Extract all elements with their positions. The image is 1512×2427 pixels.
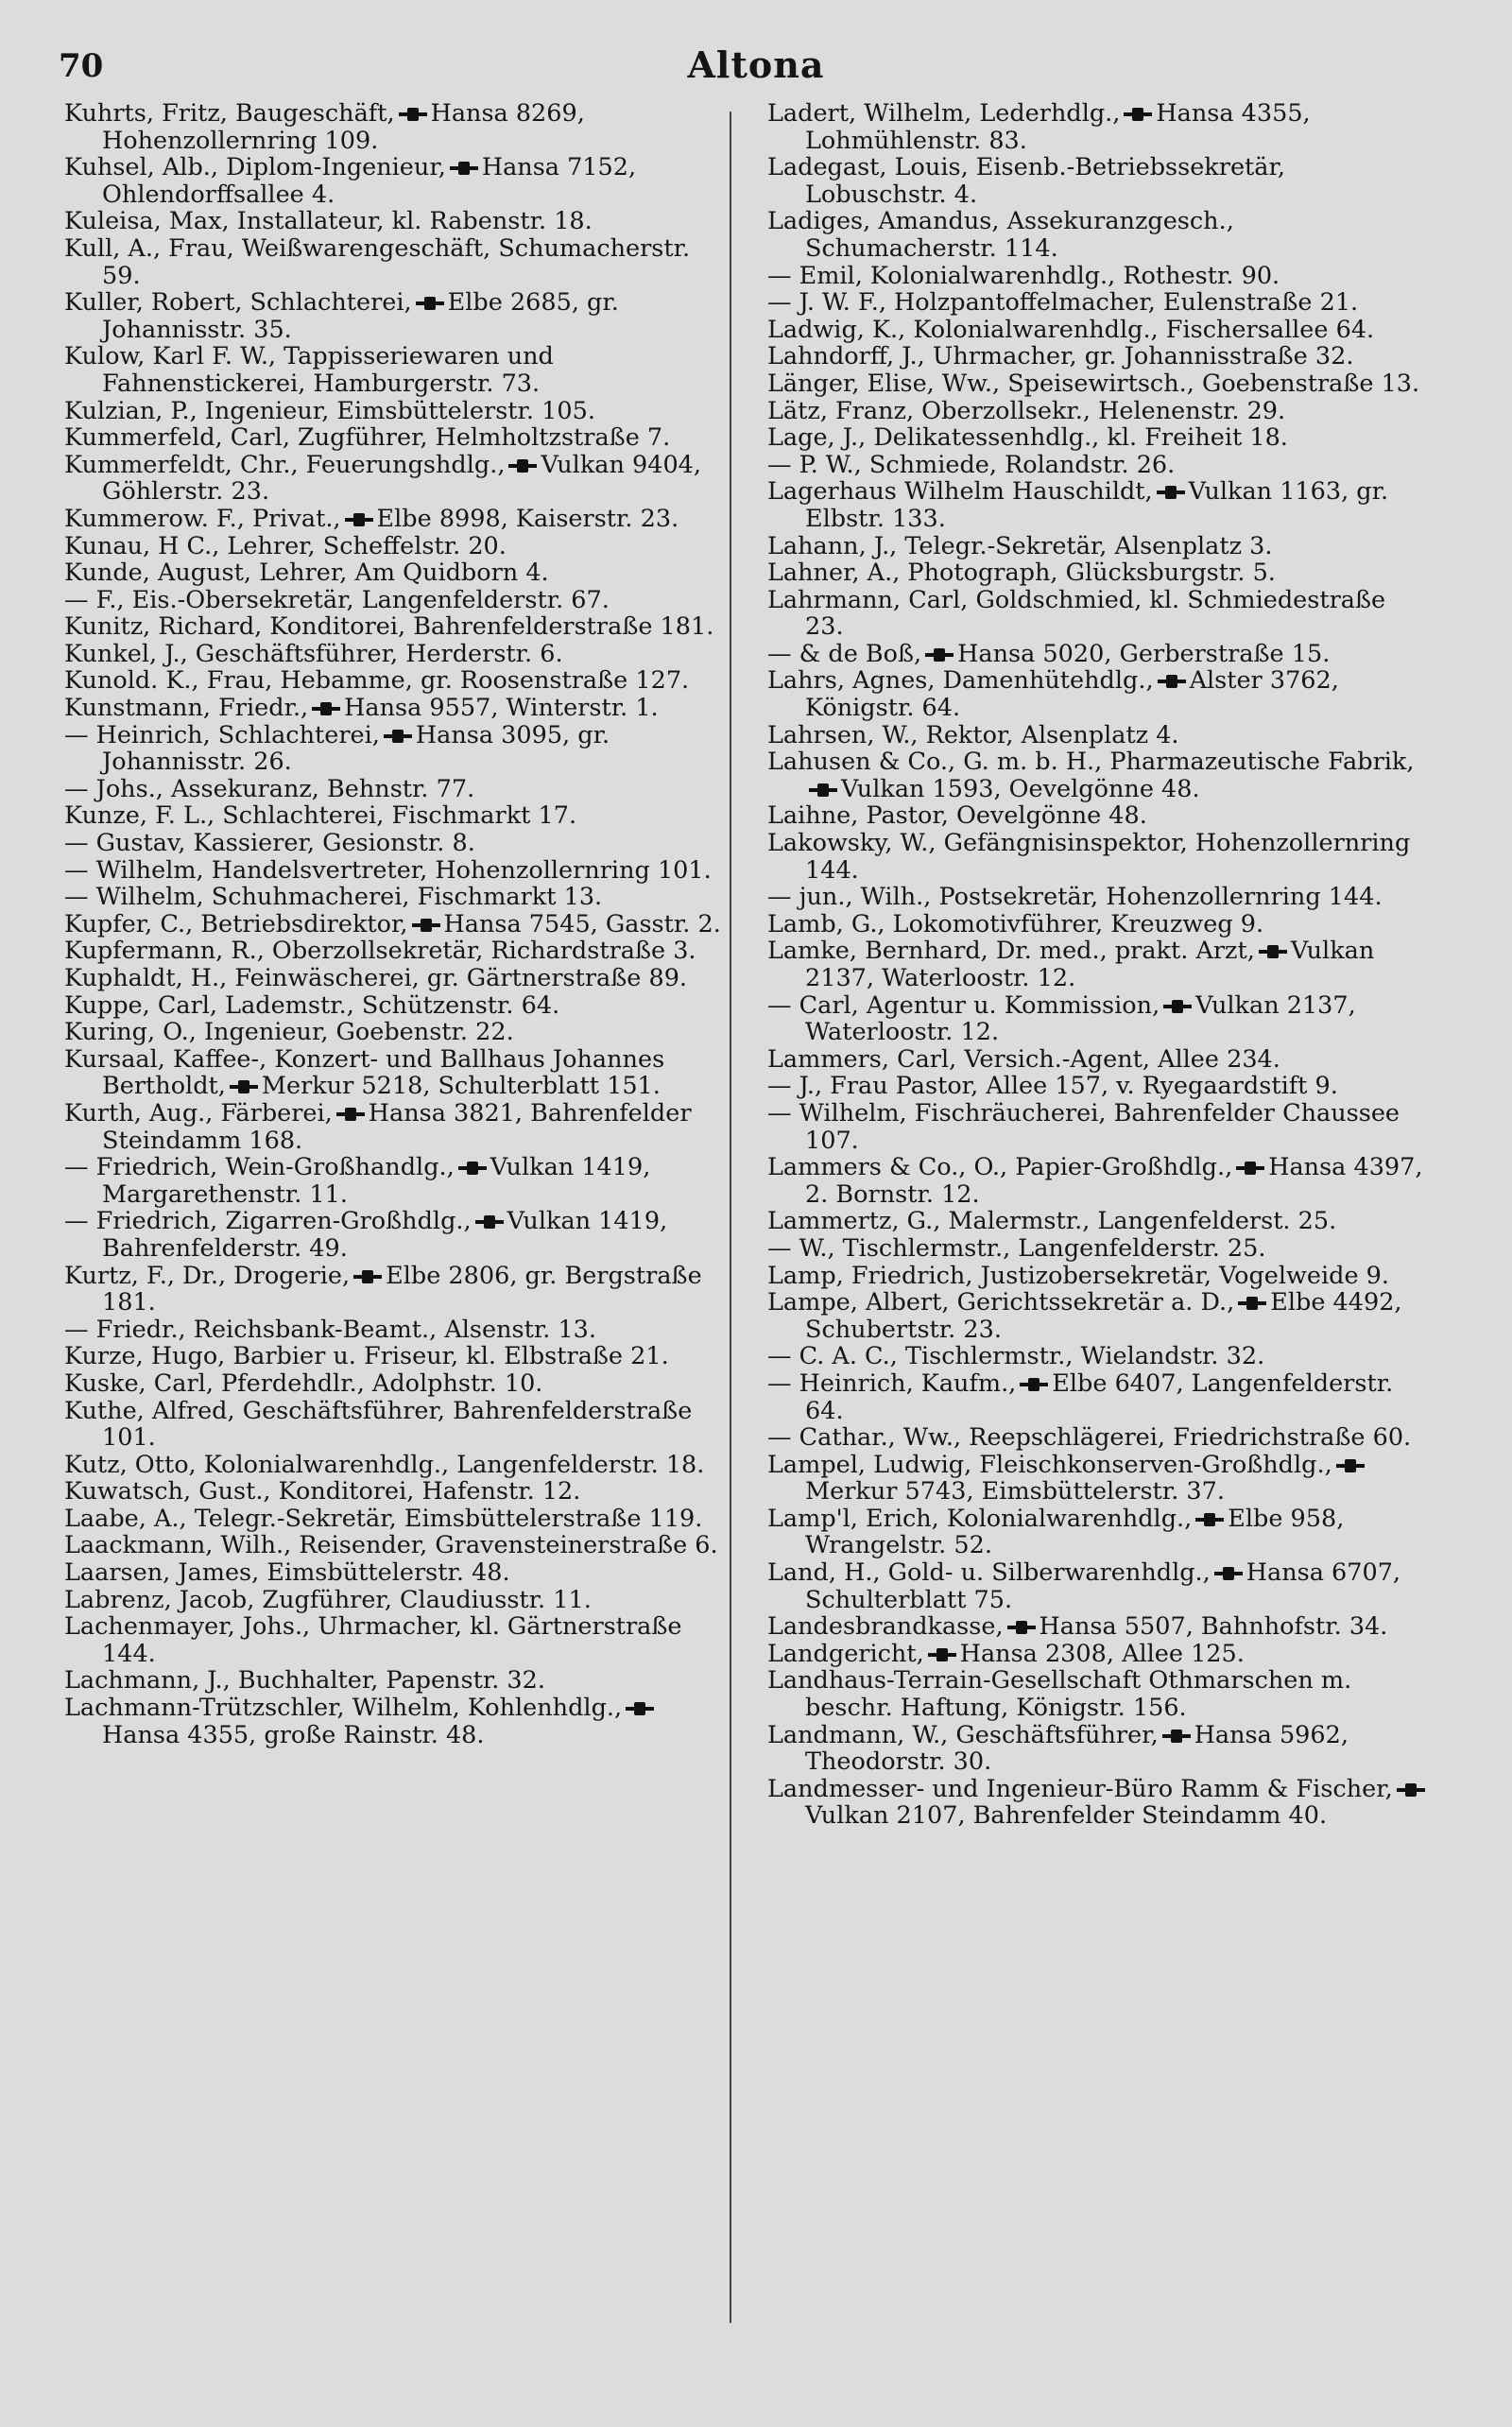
directory-entry — [767, 884, 1429, 911]
entry-phone-address: Hansa 3821, Bahrenfelder Steindamm 168. — [102, 1098, 692, 1155]
entry-text: Kummerfeld, Carl, Zugführer, Helmholtzstraße 7. — [64, 423, 671, 453]
entry-text: Lahrs, Agnes, Damenhütehdlg., — [767, 666, 1154, 696]
telephone-icon — [1163, 1000, 1192, 1013]
telephone-icon — [1124, 108, 1152, 121]
entry-text: Ladwig, K., Kolonialwarenhdlg., Fischersallee 64. — [767, 315, 1375, 344]
directory-entry — [767, 1208, 1429, 1235]
entry-text: — J. W. F., Holzpantoffelmacher, Eulenstraße 21. — [767, 288, 1359, 318]
entry-text: — C. A. C., Tischlermstr., Wielandstr. 32. — [767, 1342, 1265, 1371]
directory-entry — [767, 208, 1429, 262]
entry-text: Kunkel, J., Geschäftsführer, Herderstr. 6. — [64, 639, 563, 668]
entry-phone-address: Elbe 8998, Kaiserstr. 23. — [376, 504, 679, 533]
entry-text: Kulow, Karl F. W., Tappisseriewaren und Fahnenstickerei, Hamburgerstr. 73. — [64, 342, 554, 398]
entry-text: Kuhsel, Alb., Diplom-Ingenieur, — [64, 153, 446, 182]
directory-entry — [767, 802, 1429, 830]
page-number: 70 — [59, 47, 104, 85]
telephone-icon — [1336, 1459, 1365, 1472]
telephone-icon — [336, 1108, 365, 1121]
directory-entry — [767, 667, 1429, 721]
entry-phone-address: Hansa 4397, 2. Bornstr. 12. — [805, 1153, 1423, 1209]
page-header — [57, 42, 1455, 98]
entry-text: Laihne, Pastor, Oevelgönne 48. — [767, 801, 1147, 831]
directory-entry — [64, 830, 726, 857]
directory-entry — [767, 1263, 1429, 1290]
directory-entry — [767, 1154, 1429, 1208]
entry-text: Lachmann-Trützschler, Wilhelm, Kohlenhdlg., — [64, 1694, 623, 1723]
entry-text: — Wilhelm, Schuhmacherei, Fischmarkt 13. — [64, 883, 603, 912]
entry-text: — Friedrich, Zigarren-Großhdlg., — [64, 1207, 472, 1236]
directory-entry — [767, 317, 1429, 344]
directory-entry — [64, 452, 726, 506]
entry-phone-address: Hansa 7545, Gasstr. 2. — [443, 909, 721, 938]
directory-entry — [64, 1263, 726, 1317]
entry-text: Kurth, Aug., Färberei, — [64, 1098, 333, 1127]
entry-text: Lammers & Co., O., Papier-Großhdlg., — [767, 1153, 1233, 1182]
entry-text: Kuhrts, Fritz, Baugeschäft, — [64, 99, 395, 128]
telephone-icon — [230, 1080, 258, 1093]
directory-entry — [64, 1100, 726, 1154]
directory-entry — [64, 695, 726, 722]
entry-text: Lagerhaus Wilhelm Hauschildt, — [767, 477, 1153, 507]
telephone-icon — [1259, 945, 1287, 958]
entry-text: Lamb, G., Lokomotivführer, Kreuzweg 9. — [767, 909, 1264, 938]
telephone-icon — [416, 297, 444, 310]
entry-text: Landgericht, — [767, 1639, 924, 1668]
directory-entry — [767, 1235, 1429, 1263]
directory-entry — [767, 587, 1429, 641]
entry-phone-address: Hansa 5507, Bahnhofstr. 34. — [1039, 1612, 1388, 1642]
directory-entry — [767, 1722, 1429, 1776]
entry-phone-address: Vulkan 2107, Bahrenfelder Steindamm 40. — [805, 1801, 1328, 1831]
entry-text: Kuphaldt, H., Feinwäscherei, gr. Gärtnerstraße 89. — [64, 964, 688, 992]
entry-text: Kuleisa, Max, Installateur, kl. Rabenstr. 18. — [64, 207, 593, 236]
entry-text: Landesbrandkasse, — [767, 1612, 1004, 1642]
directory-entry — [767, 1343, 1429, 1370]
entry-text: Landmann, W., Geschäftsführer, — [767, 1720, 1159, 1749]
entry-text: — Cathar., Ww., Reepschlägerei, Friedrichstraße 60. — [767, 1423, 1412, 1453]
directory-entry — [64, 1532, 726, 1559]
directory-entry — [767, 641, 1429, 668]
entry-text: Lahner, A., Photograph, Glücksburgstr. 5. — [767, 559, 1276, 588]
telephone-icon — [1214, 1567, 1243, 1580]
directory-entry — [64, 587, 726, 614]
entry-phone-address: Vulkan 1419, Margarethenstr. 11. — [102, 1153, 651, 1209]
directory-entry — [64, 1452, 726, 1479]
entry-phone-address: Elbe 958, Wrangelstr. 52. — [805, 1504, 1345, 1560]
entry-text: — F., Eis.-Obersekretär, Langenfelderstr. 67. — [64, 585, 610, 614]
entry-text: — & de Boß, — [767, 639, 922, 668]
entry-phone-address: Vulkan 9404, Göhlerstr. 23. — [102, 450, 702, 507]
entry-text: Kutz, Otto, Kolonialwarenhdlg., Langenfelderstr. 18. — [64, 1450, 705, 1479]
entry-text: Kupfer, C., Betriebsdirektor, — [64, 909, 408, 938]
entry-phone-address: Hansa 5020, Gerberstraße 15. — [957, 639, 1331, 668]
directory-entry — [767, 559, 1429, 587]
directory-entry — [767, 289, 1429, 317]
entry-text: Kunau, H C., Lehrer, Scheffelstr. 20. — [64, 531, 507, 560]
directory-entry — [64, 884, 726, 911]
entry-phone-address: Vulkan 1419, Bahrenfelderstr. 49. — [102, 1207, 668, 1263]
directory-entry — [64, 100, 726, 154]
telephone-icon — [384, 730, 412, 743]
entry-phone-address: Vulkan 1593, Oevelgönne 48. — [841, 774, 1200, 803]
entry-text: Lahusen & Co., G. m. b. H., Pharmazeutische Fabrik, — [767, 748, 1415, 777]
directory-entry — [64, 911, 726, 938]
entry-text: Kunitz, Richard, Konditorei, Bahrenfelderstraße 181. — [64, 612, 714, 642]
entry-text: — Carl, Agentur u. Kommission, — [767, 990, 1160, 1020]
entry-text: Lahann, J., Telegr.-Sekretär, Alsenplatz 3. — [767, 531, 1273, 560]
directory-entry — [64, 1019, 726, 1046]
directory-entry — [64, 1343, 726, 1370]
entry-text: Lahrmann, Carl, Goldschmied, kl. Schmiedestraße 23. — [767, 585, 1386, 642]
entry-text: Kuppe, Carl, Lademstr., Schützenstr. 64. — [64, 990, 560, 1020]
directory-entry — [64, 533, 726, 560]
entry-text: — P. W., Schmiede, Rolandstr. 26. — [767, 450, 1176, 479]
directory-entry — [64, 343, 726, 397]
telephone-icon — [412, 919, 440, 932]
entry-phone-address: Vulkan 2137, Waterloostr. 12. — [805, 990, 1356, 1047]
entry-phone-address: Elbe 2806, gr. Bergstraße 181. — [102, 1261, 702, 1317]
directory-entry — [767, 370, 1429, 398]
entry-text: Kunze, F. L., Schlachterei, Fischmarkt 17. — [64, 801, 577, 831]
directory-entry — [64, 1154, 726, 1208]
telephone-icon — [1158, 675, 1186, 688]
entry-text: Lachenmayer, Johs., Uhrmacher, kl. Gärtnerstraße 144. — [64, 1612, 682, 1668]
directory-entry — [64, 154, 726, 208]
telephone-icon — [450, 162, 478, 175]
directory-entry — [767, 1073, 1429, 1100]
entry-text: Labrenz, Jacob, Zugführer, Claudiusstr. 11. — [64, 1585, 592, 1614]
entry-text: Kummerow. F., Privat., — [64, 504, 341, 533]
telephone-icon — [626, 1702, 654, 1715]
entry-text: — jun., Wilh., Postsekretär, Hohenzollernring 144. — [767, 883, 1383, 912]
directory-entry — [64, 992, 726, 1020]
telephone-icon — [1195, 1513, 1224, 1526]
entry-text: Lamp, Friedrich, Justizobersekretär, Vogelweide 9. — [767, 1261, 1389, 1290]
entry-text: Ladiges, Amandus, Assekuranzgesch., Schumacherstr. 114. — [767, 207, 1234, 263]
directory-entry — [767, 1667, 1429, 1721]
directory-entry — [64, 1398, 726, 1452]
entry-phone-address: Merkur 5743, Eimsbüttelerstr. 37. — [805, 1477, 1225, 1506]
directory-entry — [64, 857, 726, 885]
entry-text: — Heinrich, Kaufm., — [767, 1368, 1017, 1398]
directory-entry — [767, 533, 1429, 560]
entry-text: — Gustav, Kassierer, Gesionstr. 8. — [64, 829, 475, 858]
directory-entry — [64, 1695, 726, 1748]
entry-text: Laarsen, James, Eimsbüttelerstr. 48. — [64, 1558, 510, 1588]
entry-text: Kurtz, F., Dr., Drogerie, — [64, 1261, 351, 1290]
directory-entry — [64, 398, 726, 425]
entry-text: — Emil, Kolonialwarenhdlg., Rothestr. 90. — [767, 261, 1280, 290]
directory-entry — [64, 208, 726, 235]
entry-phone-address: Alster 3762, Königstr. 64. — [805, 666, 1339, 723]
directory-entry — [767, 263, 1429, 290]
directory-entry — [64, 506, 726, 533]
entry-text: Lahndorff, J., Uhrmacher, gr. Johannisstraße 32. — [767, 342, 1354, 371]
running-title: Altona — [687, 43, 825, 86]
right-column — [767, 100, 1429, 1830]
directory-entry — [767, 938, 1429, 991]
entry-text: Kuring, O., Ingenieur, Goebenstr. 22. — [64, 1018, 514, 1047]
entry-text: Lampe, Albert, Gerichtssekretär a. D., — [767, 1288, 1235, 1317]
telephone-icon — [399, 108, 427, 121]
entry-text: Lakowsky, W., Gefängnisinspektor, Hohenzollernring 144. — [767, 829, 1411, 885]
directory-entry — [767, 1641, 1429, 1668]
directory-entry — [64, 289, 726, 343]
directory-entry — [64, 802, 726, 830]
entry-phone-address: Hansa 4355, große Rainstr. 48. — [102, 1720, 485, 1749]
directory-entry — [64, 1506, 726, 1533]
directory-entry — [64, 965, 726, 992]
telephone-icon — [458, 1162, 487, 1175]
entry-text: Kulzian, P., Ingenieur, Eimsbüttelerstr. 105. — [64, 396, 595, 425]
entry-text: Kunstmann, Friedr., — [64, 694, 309, 723]
entry-phone-address: Hansa 7152, Ohlendorffsallee 4. — [102, 153, 637, 209]
entry-text: Kull, A., Frau, Weißwarengeschäft, Schumacherstr. 59. — [64, 233, 691, 290]
directory-entry — [767, 1289, 1429, 1343]
telephone-icon — [1236, 1162, 1264, 1175]
directory-entry — [64, 1559, 726, 1587]
telephone-icon — [345, 513, 373, 526]
directory-entry — [767, 398, 1429, 425]
directory-entry — [767, 1046, 1429, 1074]
telephone-icon — [925, 648, 954, 662]
telephone-icon — [1238, 1297, 1266, 1310]
entry-phone-address: Merkur 5218, Schulterblatt 151. — [261, 1072, 661, 1101]
directory-entry — [64, 559, 726, 587]
directory-entry — [767, 1613, 1429, 1641]
entry-text: Ladert, Wilhelm, Lederhdlg., — [767, 99, 1121, 128]
entry-phone-address: Elbe 6407, Langenfelderstr. 64. — [805, 1368, 1394, 1425]
directory-entry — [64, 1478, 726, 1506]
entry-text: Kuwatsch, Gust., Konditorei, Hafenstr. 12. — [64, 1477, 581, 1506]
telephone-icon — [1162, 1730, 1191, 1743]
entry-text: Lage, J., Delikatessenhdlg., kl. Freiheit 18. — [767, 423, 1288, 453]
directory-entry — [767, 478, 1429, 532]
entry-text: Landmesser- und Ingenieur-Büro Ramm & Fischer, — [767, 1774, 1393, 1803]
entry-text: Lammertz, G., Malermstr., Langenfelderst. 25. — [767, 1207, 1337, 1236]
telephone-icon — [1397, 1783, 1425, 1797]
entry-text: Lätz, Franz, Oberzollsekr., Helenenstr. 29. — [767, 396, 1286, 425]
entry-phone-address: Elbe 4492, Schubertstr. 23. — [805, 1288, 1402, 1344]
entry-phone-address: Hansa 8269, Hohenzollernring 109. — [102, 99, 585, 155]
directory-entry — [64, 667, 726, 695]
entry-text: Lammers, Carl, Versich.-Agent, Allee 234. — [767, 1044, 1280, 1074]
entry-phone-address: Hansa 9557, Winterstr. 1. — [344, 694, 659, 723]
entry-text: Laackmann, Wilh., Reisender, Gravensteinerstraße 6. — [64, 1531, 718, 1560]
entry-text: — Heinrich, Schlachterei, — [64, 720, 380, 749]
entry-text: Kummerfeldt, Chr., Feuerungshdlg., — [64, 450, 506, 479]
directory-entry — [64, 1208, 726, 1262]
directory-entry — [767, 424, 1429, 452]
directory-entry — [64, 776, 726, 803]
entry-text: Lampel, Ludwig, Fleischkonserven-Großhdlg., — [767, 1450, 1332, 1479]
directory-entry — [64, 641, 726, 668]
directory-entry — [64, 1370, 726, 1398]
telephone-icon — [475, 1215, 504, 1229]
entry-text: Lahrsen, W., Rektor, Alsenplatz 4. — [767, 720, 1179, 749]
directory-entry — [767, 154, 1429, 208]
directory-entry — [767, 100, 1429, 154]
directory-entry — [767, 343, 1429, 370]
entry-text: Land, H., Gold- u. Silberwarenhdlg., — [767, 1558, 1211, 1588]
telephone-icon — [1020, 1378, 1048, 1391]
directory-entry — [767, 1559, 1429, 1613]
telephone-icon — [1007, 1621, 1036, 1634]
entry-text: Kurze, Hugo, Barbier u. Friseur, kl. Elbstraße 21. — [64, 1342, 669, 1371]
telephone-icon — [809, 783, 837, 797]
directory-entry — [64, 1046, 726, 1100]
directory-entry — [64, 1317, 726, 1344]
directory-entry — [767, 911, 1429, 938]
entry-text: Kursaal, Kaffee-, Konzert- und Ballhaus Johannes Bertholdt, — [64, 1044, 665, 1101]
directory-entry — [767, 1100, 1429, 1154]
entry-phone-address: Hansa 6707, Schulterblatt 75. — [805, 1558, 1401, 1614]
entry-phone-address: Vulkan 1163, gr. Elbstr. 133. — [805, 477, 1389, 533]
entry-text: Landhaus-Terrain-Gesellschaft Othmarschen m. beschr. Haftung, Königstr. 156. — [767, 1666, 1352, 1723]
entry-text: Lamke, Bernhard, Dr. med., prakt. Arzt, — [767, 937, 1255, 966]
telephone-icon — [1157, 486, 1185, 499]
telephone-icon — [312, 702, 340, 715]
directory-entry — [767, 452, 1429, 479]
telephone-icon — [928, 1648, 956, 1661]
entry-text: Länger, Elise, Ww., Speisewirtsch., Goebenstraße 13. — [767, 369, 1420, 398]
directory-entry — [64, 424, 726, 452]
entry-text: Kupfermann, R., Oberzollsekretär, Richardstraße 3. — [64, 937, 696, 966]
directory-entry — [767, 749, 1429, 802]
entry-text: — Friedrich, Wein-Großhandlg., — [64, 1153, 455, 1182]
directory-entry — [767, 830, 1429, 884]
entry-text: Kunde, August, Lehrer, Am Quidborn 4. — [64, 559, 549, 588]
entry-text: Lamp'l, Erich, Kolonialwarenhdlg., — [767, 1504, 1193, 1533]
directory-entry — [64, 1667, 726, 1695]
left-column — [64, 100, 726, 1748]
directory-entry — [767, 992, 1429, 1046]
directory-entry — [64, 235, 726, 289]
directory-entry — [767, 1452, 1429, 1506]
entry-text: — Wilhelm, Handelsvertreter, Hohenzollernring 101. — [64, 855, 712, 885]
directory-entry — [767, 1506, 1429, 1559]
entry-text: — Friedr., Reichsbank-Beamt., Alsenstr. 13. — [64, 1315, 597, 1344]
entry-text: Ladegast, Louis, Eisenb.-Betriebssekretär, Lobuschstr. 4. — [767, 153, 1285, 209]
directory-entry — [767, 1370, 1429, 1424]
directory-entry — [64, 613, 726, 641]
directory-entry — [767, 1776, 1429, 1830]
entry-text: Laabe, A., Telegr.-Sekretär, Eimsbüttelerstraße 119. — [64, 1504, 703, 1533]
directory-entry — [64, 1613, 726, 1667]
directory-entry — [64, 1587, 726, 1614]
entry-phone-address: Hansa 4355, Lohmühlenstr. 83. — [805, 99, 1311, 155]
telephone-icon — [353, 1270, 382, 1283]
entry-text: Kunold. K., Frau, Hebamme, gr. Roosenstraße 127. — [64, 666, 690, 696]
directory-entry — [767, 722, 1429, 749]
entry-text: Kuller, Robert, Schlachterei, — [64, 288, 412, 318]
telephone-icon — [508, 459, 537, 473]
entry-text: — W., Tischlermstr., Langenfelderstr. 25. — [767, 1233, 1266, 1263]
entry-text: Kuthe, Alfred, Geschäftsführer, Bahrenfelderstraße 101. — [64, 1396, 693, 1453]
entry-text: — Wilhelm, Fischräucherei, Bahrenfelder Chaussee 107. — [767, 1098, 1400, 1155]
entry-phone-address: Elbe 2685, gr. Johannisstr. 35. — [102, 288, 619, 344]
directory-entry — [64, 722, 726, 776]
column-divider — [730, 112, 731, 2323]
entry-phone-address: Hansa 3095, gr. Johannisstr. 26. — [102, 720, 610, 777]
entry-text: — J., Frau Pastor, Allee 157, v. Ryegaardstift 9. — [767, 1072, 1338, 1101]
entry-text: Kuske, Carl, Pferdehdlr., Adolphstr. 10. — [64, 1368, 543, 1398]
directory-entry — [767, 1424, 1429, 1452]
entry-text: — Johs., Assekuranz, Behnstr. 77. — [64, 774, 475, 803]
directory-entry — [64, 938, 726, 965]
entry-text: Lachmann, J., Buchhalter, Papenstr. 32. — [64, 1666, 545, 1695]
entry-phone-address: Vulkan 2137, Waterloostr. 12. — [805, 937, 1375, 992]
entry-phone-address: Hansa 2308, Allee 125. — [959, 1639, 1245, 1668]
entry-phone-address: Hansa 5962, Theodorstr. 30. — [805, 1720, 1349, 1777]
